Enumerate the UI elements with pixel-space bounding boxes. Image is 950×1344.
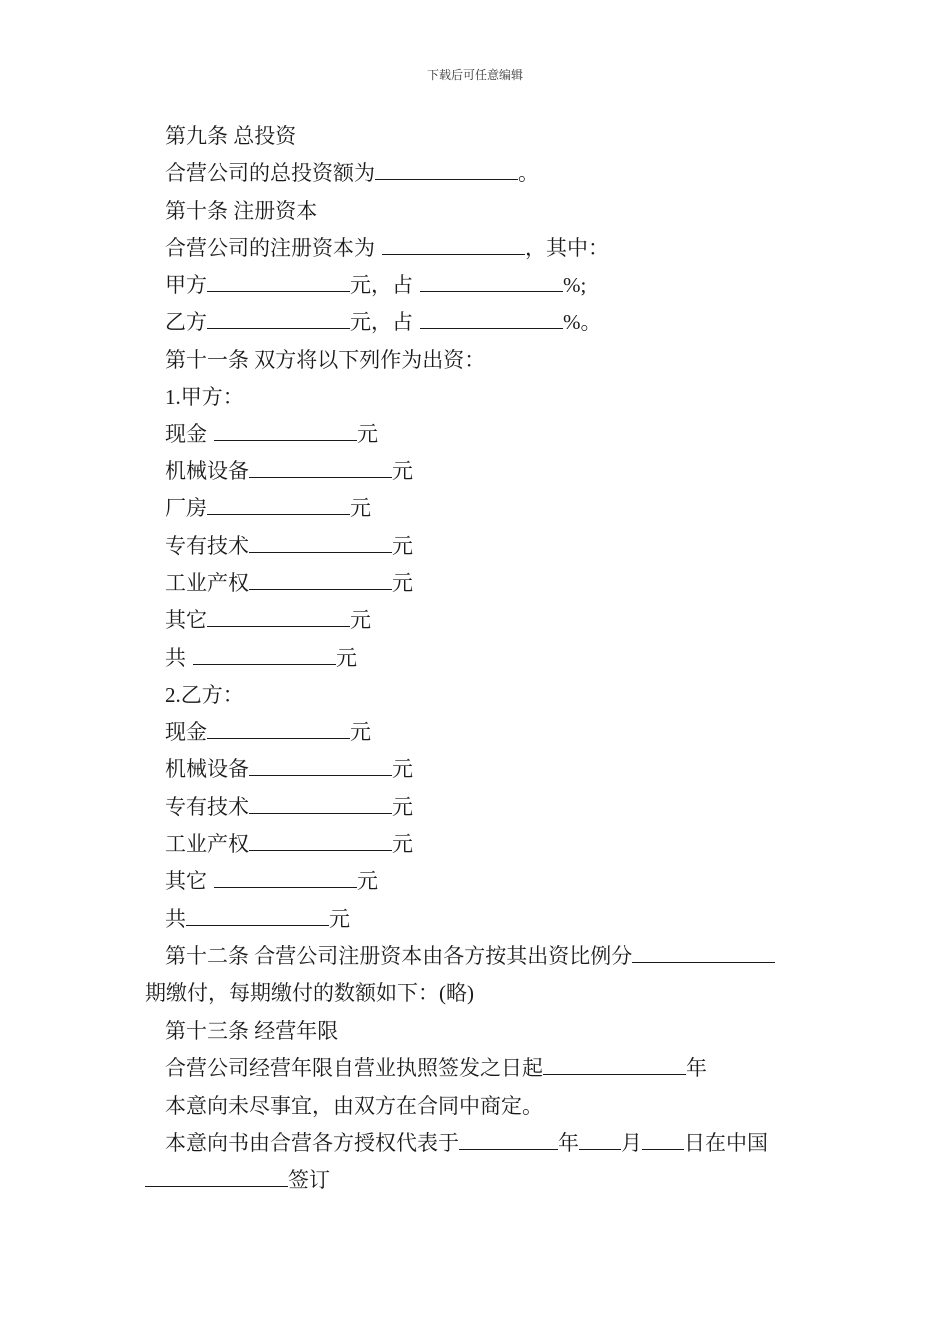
party-a-percent-blank[interactable] — [420, 271, 563, 292]
signing-clause: 本意向书由合营各方授权代表于 年 月 日在中国 — [165, 1131, 768, 1155]
sign-day-blank[interactable] — [642, 1129, 684, 1150]
article-10-text: 合营公司的注册资本为 ，其中： — [165, 236, 609, 260]
party-b-capital-line: 乙方 元，占 %。 — [165, 310, 602, 334]
party-b-cash-line: 现金 元 — [165, 720, 371, 744]
sign-year-blank[interactable] — [459, 1129, 558, 1150]
party-a-ip-blank[interactable] — [249, 569, 392, 590]
party-a-tech-blank[interactable] — [249, 532, 392, 553]
sign-month-blank[interactable] — [579, 1129, 621, 1150]
party-a-capital-line: 甲方 元，占 %; — [165, 273, 587, 297]
party-a-ip-line: 工业产权 元 — [165, 571, 413, 595]
page-header-note: 下载后可任意编辑 — [426, 68, 523, 82]
party-b-total-line: 共 元 — [165, 907, 350, 931]
party-a-cash-blank[interactable] — [214, 420, 357, 441]
installment-count-blank[interactable] — [632, 942, 775, 963]
party-a-machinery-line: 机械设备 元 — [165, 459, 413, 483]
article-13-text: 合营公司经营年限自营业执照签发之日起 年 — [165, 1056, 707, 1080]
party-b-other-line: 其它 元 — [165, 869, 378, 893]
party-b-ip-line: 工业产权 元 — [165, 832, 413, 856]
article-11-title: 第十一条 双方将以下列作为出资： — [165, 348, 486, 372]
sign-place-blank[interactable] — [145, 1166, 288, 1187]
party-a-cash-line: 现金 元 — [165, 422, 378, 446]
article-13-title: 第十三条 经营年限 — [165, 1019, 339, 1043]
closing-clause: 本意向未尽事宜，由双方在合同中商定。 — [165, 1094, 543, 1118]
article-9-text: 合营公司的总投资额为 。 — [165, 161, 539, 185]
article-12-text-cont: 期缴付，每期缴付的数额如下：(略) — [145, 981, 474, 1005]
article-12-text: 第十二条 合营公司注册资本由各方按其出资比例分 — [165, 941, 775, 971]
party-a-heading: 1.甲方： — [165, 385, 244, 409]
party-a-total-line: 共 元 — [165, 646, 357, 670]
party-b-ip-blank[interactable] — [249, 830, 392, 851]
party-b-total-blank[interactable] — [186, 905, 329, 926]
article-10-title: 第十条 注册资本 — [165, 199, 318, 223]
party-a-tech-line: 专有技术 元 — [165, 534, 413, 558]
operating-years-blank[interactable] — [543, 1054, 686, 1075]
party-a-total-blank[interactable] — [193, 644, 336, 665]
party-b-tech-line: 专有技术 元 — [165, 795, 413, 819]
party-b-tech-blank[interactable] — [249, 793, 392, 814]
party-b-other-blank[interactable] — [214, 867, 357, 888]
party-b-cash-blank[interactable] — [207, 718, 350, 739]
party-a-plant-line: 厂房 元 — [165, 496, 371, 520]
party-b-machinery-line: 机械设备 元 — [165, 757, 413, 781]
party-b-machinery-blank[interactable] — [249, 755, 392, 776]
party-a-other-line: 其它 元 — [165, 608, 371, 632]
party-a-other-blank[interactable] — [207, 606, 350, 627]
signing-place-line: 签订 — [145, 1165, 330, 1195]
party-b-percent-blank[interactable] — [420, 308, 563, 329]
party-a-amount-blank[interactable] — [207, 271, 350, 292]
registered-capital-blank[interactable] — [382, 234, 525, 255]
party-b-heading: 2.乙方： — [165, 683, 244, 707]
total-investment-blank[interactable] — [375, 159, 518, 180]
party-a-plant-blank[interactable] — [207, 494, 350, 515]
party-a-machinery-blank[interactable] — [249, 457, 392, 478]
party-b-amount-blank[interactable] — [207, 308, 350, 329]
article-9-title: 第九条 总投资 — [165, 124, 297, 148]
